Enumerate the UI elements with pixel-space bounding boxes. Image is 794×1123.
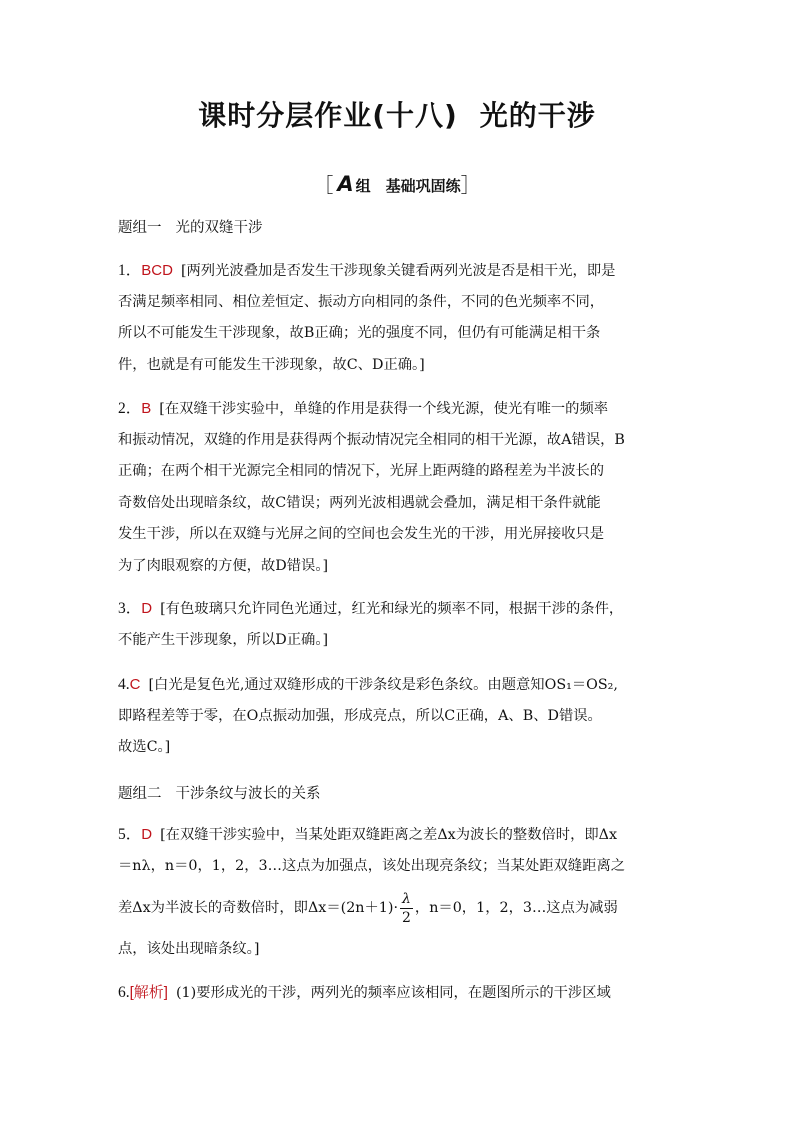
explanation-line: 差Δx为半波长的奇数倍时，即Δx＝(2n＋1)·: [118, 900, 399, 916]
group-letter: A: [337, 172, 354, 196]
answer-key: BCD: [141, 262, 173, 279]
explanation-line: 件，也就是有可能发生干涉现象，故C、D正确。]: [118, 356, 425, 373]
explanation-line: 故选C。]: [118, 739, 171, 755]
group-close-bracket: ］: [460, 173, 481, 197]
question-3: [118, 593, 688, 656]
title-main: 课时分层作业(十八): [198, 99, 458, 132]
question-number: 3．: [118, 600, 142, 617]
section-topic: 干涉条纹与波长的关系: [175, 786, 321, 802]
question-6: [118, 977, 688, 1009]
explanation-line: (1)要形成光的干涉，两列光的频率应该相同，在题图所示的干涉区域: [175, 985, 611, 1001]
explanation-line: 否满足频率相同、相位差恒定、振动方向相同的条件，不同的色光频率不同，: [118, 293, 605, 310]
explanation-line: 发生干涉，所以在双缝与光屏之间的空间也会发生光的干涉，用光屏接收只是: [118, 526, 605, 542]
section-label: 题组二: [118, 786, 162, 802]
fraction-denominator: 2: [402, 909, 411, 926]
explanation-line: 和振动情况，双缝的作用是获得两个振动情况完全相同的相干光源，故A错误，B: [118, 431, 625, 448]
group-label: 组 基础巩固练: [355, 177, 461, 195]
group-open-bracket: ［: [313, 173, 334, 197]
explanation-line: [在双缝干涉实验中，当某处距双缝距离之差Δx为波长的整数倍时，即Δx: [160, 827, 618, 843]
question-number: 1．: [118, 262, 142, 279]
explanation-line: 不能产生干涉现象，所以D正确。]: [118, 631, 329, 648]
explanation-line: 即路程差等于零，在O点振动加强，形成亮点，所以C正确，A、B、D错误。: [118, 707, 602, 724]
question-number: 4.: [118, 676, 130, 693]
explanation-line: [两列光波叠加是否发生干涉现象关键看两列光波是否是相干光，即是: [180, 263, 616, 279]
section-topic: 光的双缝干涉: [175, 220, 263, 236]
explanation-line: 正确；在两个相干光源完全相同的情况下，光屏上距两缝的路程差为半波长的: [118, 463, 605, 479]
question-2: [118, 393, 688, 582]
fraction-lambda-over-2: [400, 892, 413, 925]
question-4: [118, 669, 688, 764]
explanation-line: 所以不可能发生干涉现象，故B正确；光的强度不同，但仍有可能满足相干条: [118, 325, 601, 341]
question-1: [118, 255, 688, 381]
analysis-label: [解析]: [129, 984, 168, 1001]
question-5: [118, 819, 688, 966]
answer-key: B: [141, 400, 152, 417]
answer-key: D: [141, 600, 153, 617]
answer-key: C: [129, 676, 141, 693]
explanation-line: [有色玻璃只允许同色光通过，红光和绿光的频率不同，根据干涉的条件，: [160, 601, 624, 617]
explanation-line: ＝nλ，n＝0，1，2，3…这点为加强点，该处出现亮条纹；当某处距双缝距离之: [118, 857, 626, 874]
page-title: [0, 94, 794, 134]
explanation-line: [白光是复色光,通过双缝形成的干涉条纹是彩色条纹。由题意知OS₁＝OS₂,: [148, 677, 618, 693]
question-number: 2．: [118, 400, 142, 417]
answer-key: D: [141, 826, 153, 843]
explanation-line: 为了肉眼观察的方便，故D错误。]: [118, 557, 329, 574]
explanation-line: 点，该处出现暗条纹。]: [118, 941, 260, 957]
section-heading-2: [118, 782, 321, 803]
fraction-numerator: λ: [402, 890, 411, 907]
title-sub: 光的干涉: [479, 99, 596, 132]
group-heading: [0, 168, 794, 197]
explanation-line: ，n＝0，1，2，3…这点为减弱: [414, 900, 618, 916]
explanation-line: 奇数倍处出现暗条纹，故C错误；两列光波相遇就会叠加，满足相干条件就能: [118, 494, 601, 511]
section-label: 题组一: [118, 220, 162, 236]
section-heading-1: [118, 216, 263, 237]
question-number: 5．: [118, 826, 142, 843]
question-number: 6.: [118, 984, 130, 1001]
explanation-line: [在双缝干涉实验中，单缝的作用是获得一个线光源，使光有唯一的频率: [159, 401, 609, 417]
